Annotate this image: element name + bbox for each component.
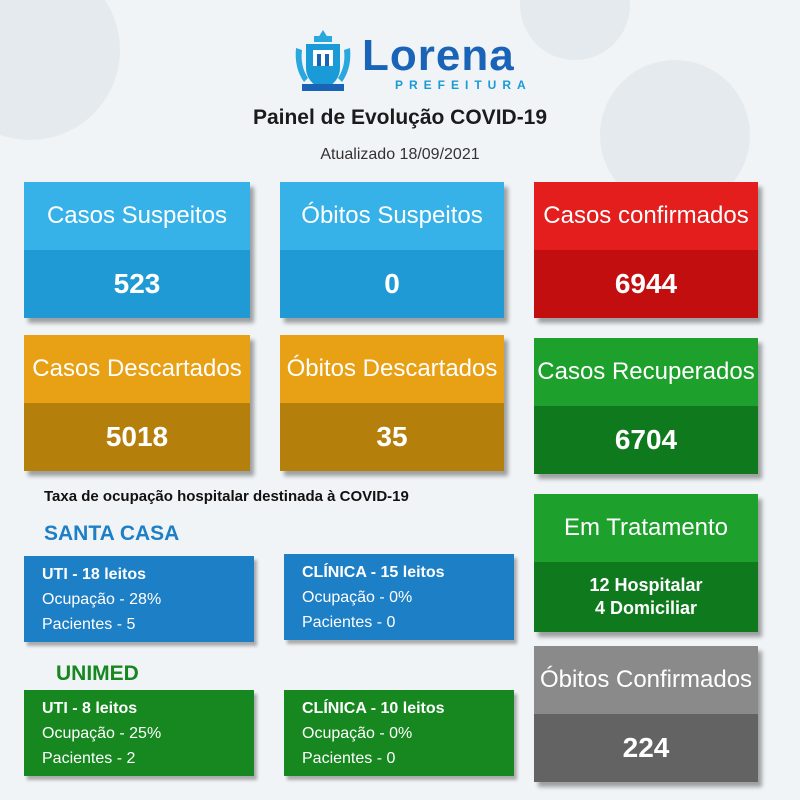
card-value: 523 <box>113 268 161 299</box>
occupancy-title: Taxa de ocupação hospitalar destinada à COVID-19 <box>44 488 409 505</box>
unimed-label: UNIMED <box>56 662 139 685</box>
clinica-patients: Pacientes - 0 <box>302 614 396 631</box>
card-obitos-confirmados <box>534 646 758 782</box>
hospitalar-count: 12 Hospitalar <box>589 575 703 595</box>
clinica-beds: CLÍNICA - 10 leitos <box>302 700 445 717</box>
card-label: Casos Descartados <box>32 355 242 382</box>
card-obitos-suspeitos <box>280 182 504 318</box>
card-casos-confirmados <box>534 182 758 318</box>
page-title: Painel de Evolução COVID-19 <box>252 106 548 129</box>
card-label: Em Tratamento <box>563 514 729 541</box>
card-value: 0 <box>384 268 400 299</box>
card-casos-recuperados <box>534 338 758 474</box>
updated-date: Atualizado 18/09/2021 <box>320 146 480 163</box>
unimed-clinica-box <box>284 690 514 776</box>
santa-casa-clinica-box <box>284 554 514 640</box>
card-obitos-descartados <box>280 335 504 471</box>
card-value: 35 <box>376 421 408 452</box>
card-label: Casos confirmados <box>543 202 749 229</box>
clinica-occupancy: Ocupação - 0% <box>302 725 413 742</box>
card-label: Casos Recuperados <box>537 358 755 385</box>
card-em-tratamento <box>534 494 758 632</box>
uti-patients: Pacientes - 2 <box>42 750 136 767</box>
uti-occupancy: Ocupação - 25% <box>42 725 162 742</box>
uti-occupancy: Ocupação - 28% <box>42 591 162 608</box>
domiciliar-count: 4 Domiciliar <box>594 598 698 618</box>
unimed-uti-box <box>24 690 254 776</box>
clinica-beds: CLÍNICA - 15 leitos <box>302 564 445 581</box>
card-casos-suspeitos <box>24 182 250 318</box>
card-value: 6944 <box>614 268 678 299</box>
clinica-occupancy: Ocupação - 0% <box>302 589 413 606</box>
card-label: Óbitos Suspeitos <box>301 202 483 229</box>
card-casos-descartados <box>24 335 250 471</box>
card-value: 6704 <box>614 424 678 455</box>
logo-name: Lorena <box>362 31 515 80</box>
card-label: Óbitos Confirmados <box>539 666 753 693</box>
header <box>0 0 800 170</box>
card-value: 5018 <box>105 421 169 452</box>
card-label: Casos Suspeitos <box>46 202 228 229</box>
clinica-patients: Pacientes - 0 <box>302 750 396 767</box>
uti-beds: UTI - 18 leitos <box>42 566 147 583</box>
uti-beds: UTI - 8 leitos <box>42 700 138 717</box>
santa-casa-uti-box <box>24 556 254 642</box>
logo-subtitle: PREFEITURA <box>395 78 532 92</box>
uti-patients: Pacientes - 5 <box>42 616 136 633</box>
city-coat-of-arms-icon <box>292 28 354 94</box>
santa-casa-label: SANTA CASA <box>44 522 180 545</box>
card-value: 224 <box>622 732 670 763</box>
card-label: Óbitos Descartados <box>286 355 498 382</box>
